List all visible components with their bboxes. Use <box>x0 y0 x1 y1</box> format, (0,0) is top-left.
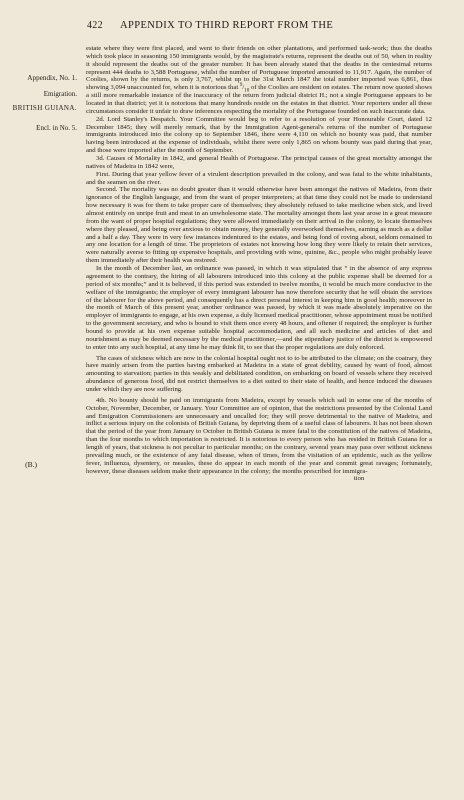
margin-note-emigration: Emigration. <box>43 90 77 98</box>
paragraph-causes-mortality: 3d. Causes of Mortality in 1842, and general Health of Portuguese. The principal causes of the great mortality amongst the natives of Madeira in 1842 were, <box>86 155 432 170</box>
catchword: tion <box>353 475 365 483</box>
paragraph-first: First. During that year yellow fever of a virulent description prevailed in the colony, and was fatal to the white inhabitants, and the seamen on the river. <box>86 170 432 186</box>
paragraph-ordinance: In the month of December last, an ordinance was passed, in which it was stipulated that “ in the absence of any express agreement to the contrary, the hiring of all labourers introduced into this colony at the public expense shall be deemed for a period of six months;” and it is believed, if this period was extended to twelve months, it would be much more conducive to the welfare of the immigrants; the employer of every immigrant labourer has now therefore security that he will obtain the services of the labourer for the above period, and consequently has a direct personal interest in keeping him in good health; moreover in the month of March of this present year, another ordinance was passed, by which it was made absolutely imperative on the employer of immigrants to engage, at his own expense, a duly licensed medical practitioner, whose appointment must be notified to the government secretary, and who is bound to visit them once every 48 hours, and oftener if required; the employer is further bound to provide at his own expense suitable hospital accommodation, and all such medicine and articles of diet and nourishment as may be deemed necessary by the medical practitioner,—and the stipendiary justice of the district is empowered to enter into any such hospital, at any time he may think fit, to see that the proper regulations are duly enforced. <box>86 265 432 351</box>
paragraph-1-text: estate where they were first placed, and went to their friends on other plantations, and performed task-work; thus the deaths which took place in seasoning 150 immigrants would, by the magistrate's returns, represent the deaths out of 50, when in reality it should represent the deaths out of the greater number. It has been already stated that the deaths in the centesimal returns represent 444 deaths to 3,588 Portuguese, whilst the number of Portuguese imported amounted to 11,917. Again, the number of Coolies, shown by the returns, is only 3,767, whilst up to the 31st March 1847 the total number imported was 6,861, thus showing 3,094 unaccounted for, when it is notorious that <box>86 45 432 92</box>
fraction-denominator: 10 <box>244 88 250 94</box>
paragraph-sickness: The cases of sickness which are now in the colonial hospital ought not to to be attributed to the climate; on the coatrary, they have mainly arisen from the parties having embarked at Madeira in a state of great debility, caused by want of food, almost amounting to starvation; parties in this weakly and debilitated condition, on embarking on board of vessels where they received abundance of generous food, did not restrict themselves to a diet suited to their state of health, and hence induced the diseases under which they are now suffering. <box>86 354 432 393</box>
paragraph-lord-stanley: 2d. Lord Stanley's Despatch. Your Committee would beg to refer to a resolution of your Honourable Court, dated 12 December 1845; they will merely remark, that by the Immigration Agent-general's returns of the number of Portuguese immigrants introduced into the colony up to September 1846, there were 4,110 on which no bounty was paid, that number having been introduced at the expense of individuals, whilst there were only 1,865 on whom bounty was paid during that year, and those were imported after the month of September. <box>86 115 432 155</box>
body-text <box>86 45 432 483</box>
margin-note-british-guiana: BRITISH GUIANA. <box>12 104 77 112</box>
paragraph-1-text-cont: of the Coolies are resident on estates. The return now quoted shows a still more remarkable instance of the inaccuracy of the return from judicial district H.; not a single Portuguese appears to be located in that district; yet it is notorious that many hundreds reside on the estates in that district. Your reporters under all these circumstances consider it unfair to draw inferences respecting the mortality of the Portuguese founded on such inaccurate data. <box>86 84 432 115</box>
margin-note-appendix: Appendix, No. 1. <box>27 74 77 82</box>
page-header <box>0 20 464 34</box>
fraction-numerator: 9 <box>239 83 243 89</box>
margin-note-enclosure: Encl. in No. 5. <box>36 124 77 132</box>
running-head: APPENDIX TO THIRD REPORT FROM THE <box>120 20 334 31</box>
paragraph-fourth: 4th. No bounty should be paid on immigrants from Madeira, except by vessels which sail in some one of the months of October, November, December, or January. Your Committee are of opinion, that the restrictions presented by the Colonial Land and Emigration Commissioners are unnecessary and uncalled for; they will prove detrimental to the native of Madeira, and inflict a serious injury on the colonists of British Guiana, by depriving them of a useful class of labourers. It has not been shown that the period of the year from January to October in British Guiana is more fatal to the constitution of the natives of Madeira, than the four months to which importation is restricted. It is notorious to every person who has resided in British Guiana for a length of years, that sickness is not peculiar to particular months; on the contrary, several years may pass over without sickness prevailing much, or the existence of any fatal disease, when of times, from the visitation of an epidemic, such as the yellow fever, influenza, dysentery, or measles, these do appear in each month of the year and commit great ravages; fortunately, however, these diseases seldom make their appearance in the colony; the months prescribed for immigra- <box>86 396 432 475</box>
paragraph-second: Second. The mortality was no doubt greater than it would otherwise have been amongst the natives of Madeira, from their ignorance of the English language, and from the want of proper interpreters; at that time they could not be made to understand how necessary it was for them to take proper care of themselves; they absolutely refused to take medicine when sick, and lived almost entirely on unripe fruit and meat in an unwholesome state. The mortality amongst them last year arose in a great measure from the want of proper hospital regulations; they were allowed immediately on their arrival in the colony, to locate themselves where they pleased, and being over anxious to obtain money, they generally overworked themselves, earning as much as a dollar and a half a day. They were in very few instances indentured to the estates, and being fond of roving about, seldom remained in any one location for a length of time. The proprietors of estates not knowing how long they were likely to retain their services, were naturally averse to fitting up expensive hospitals, and providing with wine, quinine, &c., people who might probably leave them immediately after their health was restored. <box>86 186 432 265</box>
page-number: 422 <box>87 20 103 31</box>
paragraph-continued <box>86 45 432 116</box>
margin-note-letter-b: (B.) <box>25 460 37 469</box>
fraction: $^9/_{10}$ <box>239 83 250 94</box>
